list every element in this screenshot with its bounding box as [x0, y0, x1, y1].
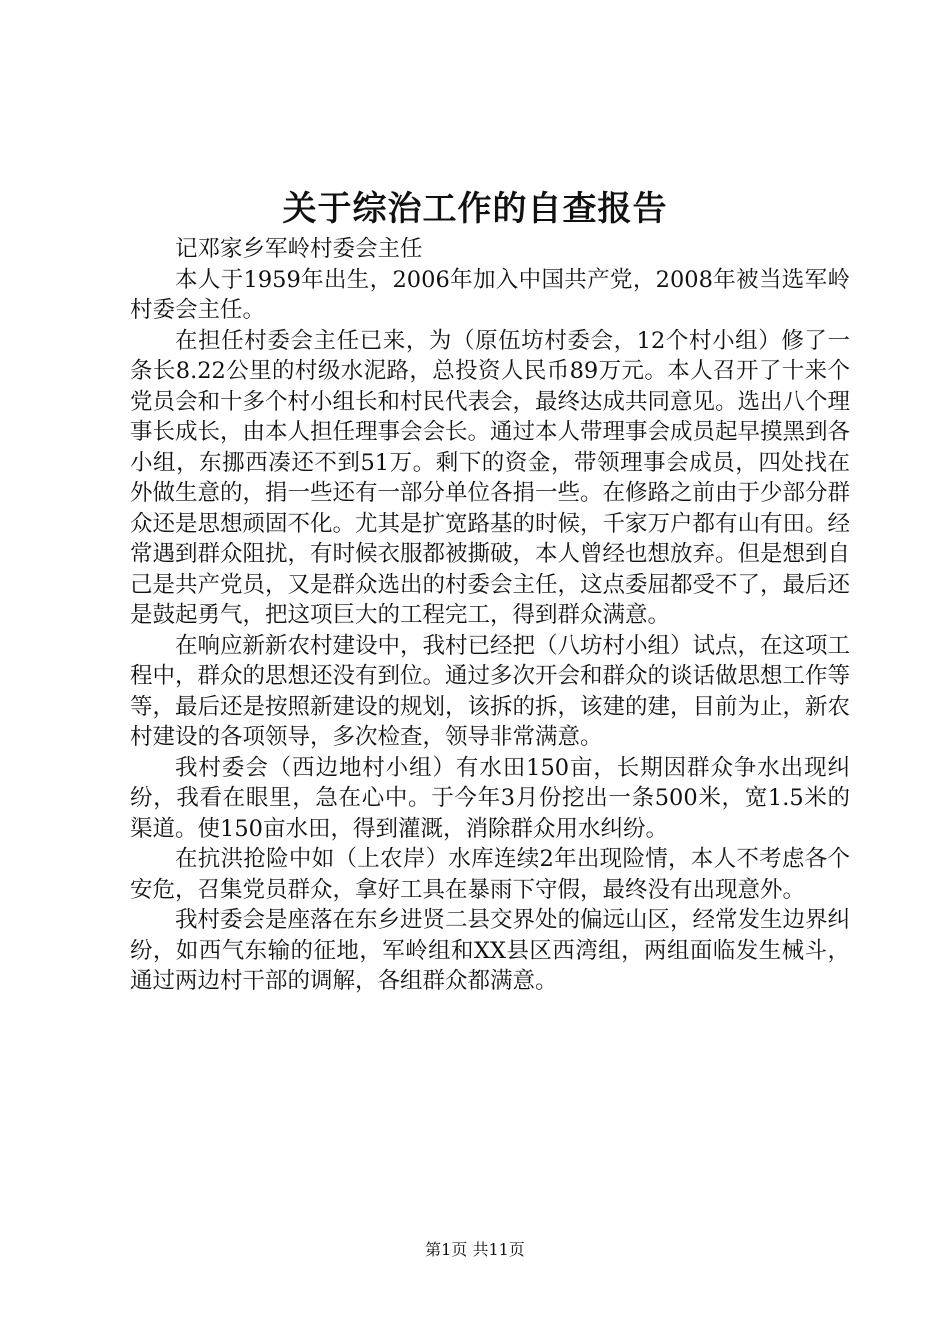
paragraph-author-line: 记邓家乡军岭村委会主任 [175, 236, 423, 262]
page-number-footer: 第1页 共11页 [425, 1240, 525, 1259]
paragraph-5: 在抗洪抢险中如（上农岸）水库连续2年出现险情，本人不考虑各个安危，召集党员群众，拿好工具在暴雨下守假，最终没有出现意外。 [130, 846, 850, 903]
document-body [130, 234, 850, 997]
paragraph-3: 在响应新新农村建设中，我村已经把（八坊村小组）试点，在这项工程中，群众的思想还没有到位。通过多次开会和群众的谈话做思想工作等等，最后还是按照新建设的规划，该拆的拆，该建的建，目前为止，新农村建设的各项领导，多次检查，领导非常满意。 [130, 632, 851, 750]
document-title: 关于综治工作的自查报告 [282, 189, 668, 229]
paragraph-2: 在担任村委会主任已来，为（原伍坊村委会，12个村小组）修了一条长8.22公里的村级水泥路，总投资人民币89万元。本人召开了十来个党员会和十多个村小组长和村民代表会，最终达成共同意见。选出八个理事长成长，由本人担任理事会会长。通过本人带理事会成员起早摸黑到各小组，东挪西凑还不到51万。剩下的资金，带领理事会成员，四处找在外做生意的，捐一些还有一部分单位各捐一些。在修路之前由于少部分群众还是思想顽固不化。尤其是扩宽路基的时候，千家万户都有山有田。经常遇到群众阻扰，有时候衣服都被撕破，本人曾经也想放弃。但是想到自己是共产党员，又是群众选出的村委会主任，这点委屈都受不了，最后还是鼓起勇气，把这项巨大的工程完工，得到群众满意。 [130, 327, 851, 628]
paragraph-1: 本人于1959年出生，2006年加入中国共产党，2008年被当选军岭村委会主任。 [130, 266, 850, 323]
paragraph-6: 我村委会是座落在东乡进贤二县交界处的偏远山区，经常发生边界纠纷，如西气东输的征地，军岭组和XX县区西湾组，两组面临发生械斗，通过两边村干部的调解，各组群众都满意。 [130, 907, 851, 994]
paragraph-4: 我村委会（西边地村小组）有水田150亩，长期因群众争水出现纠纷，我看在眼里，急在心中。于今年3月份挖出一条500米，宽1.5米的渠道。使150亩水田，得到灌溉，消除群众用水纠纷。 [130, 754, 850, 842]
